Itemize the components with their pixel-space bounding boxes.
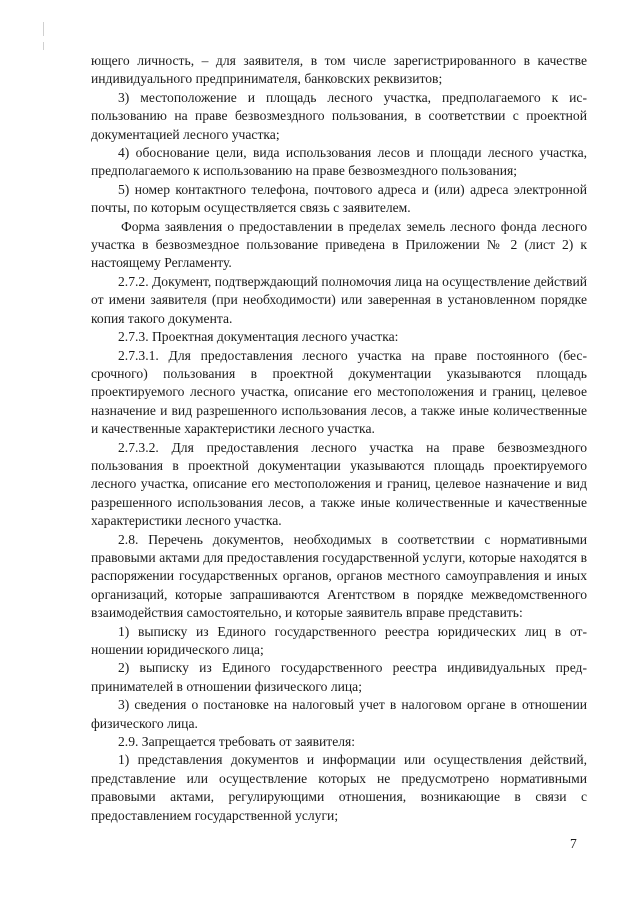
scan-edge-mark [43, 22, 44, 36]
paragraph-item-3: 3) местоположение и площадь лесного участка, предполагаемого к использованию на праве безвозмездного пользования, в соответствии с проектной документацией лесного участка; [91, 89, 587, 142]
paragraph-2-8-item-1: 1) выписку из Единого государственного реестра юридических лиц в отношении юридического лица; [91, 623, 587, 657]
paragraph-2-8: 2.8. Перечень документов, необходимых в соответствии с нормативными правовыми актами для предоставления государственной услуги, которые находятся в распоряжении государственных органов, органов местного самоуправления и иных организаций, которые запрашиваются Агентством в порядке межведомственного взаимодействия самостоятельно, и которые заявитель вправе представить: [91, 531, 587, 621]
paragraph-2-9-item-1: 1) представления документов и информации или осуществления действий, представление или осуществление которых не предусмотрено нормативными правовыми актами, регулирующими отношения, возникающие в связи с предоставлением государственной услуги; [91, 752, 587, 823]
document-body [91, 52, 587, 825]
scan-edge-mark [43, 42, 44, 50]
paragraph-continuation: ющего личность, – для заявителя, в том числе зарегистрированного в качестве индивидуального предпринимателя, банковских реквизитов; [91, 53, 587, 87]
paragraph-2-9: 2.9. Запрещается требовать от заявителя: [118, 734, 356, 750]
paragraph-2-8-item-3: 3) сведения о постановке на налоговый учет в налоговом органе в отношении физического лица. [91, 697, 587, 731]
paragraph-item-5: 5) номер контактного телефона, почтового адреса и (или) адреса электронной почты, по которым осуществляется связь с заявителем. [91, 181, 587, 216]
paragraph-item-4: 4) обоснование цели, вида использования лесов и площади лесного участка, предполагаемого к использованию на праве безвозмездного пользования; [91, 145, 587, 179]
paragraph-application-form: Форма заявления о предоставлении в пределах земель лесного фонда лесного участка в безвозмездное пользование приведена в Приложении № 2 (лист 2) к настоящему Регламенту. [91, 218, 587, 271]
paragraph-2-8-item-2: 2) выписку из Единого государственного реестра индивидуальных предпринимателей в отношении физического лица; [91, 660, 587, 694]
paragraph-2-7-3-1: 2.7.3.1. Для предоставления лесного участка на праве постоянного (бессрочного) пользования в проектной документации указываются площадь проектируемого лесного участка, описание его местоположения и границ, целевое назначение и вид разрешенного использования лесов, а также иные количественные и качественные характеристики лесного участка. [91, 347, 587, 437]
page-number: 7 [570, 836, 577, 851]
paragraph-2-7-2: 2.7.2. Документ, подтверждающий полномочия лица на осуществление действий от имени заявителя (при необходимости) или заверенная в установленном порядке копия такого документа. [91, 273, 587, 326]
paragraph-2-7-3: 2.7.3. Проектная документация лесного участка: [118, 329, 399, 345]
paragraph-2-7-3-2: 2.7.3.2. Для предоставления лесного участка на праве безвозмездного пользования в проектной документации указываются площадь проектируемого лесного участка, описание его местоположения и границ, целевое назначение и вид разрешенного использования лесов, а также иные количественные и качественные характеристики лесного участка. [91, 439, 587, 529]
